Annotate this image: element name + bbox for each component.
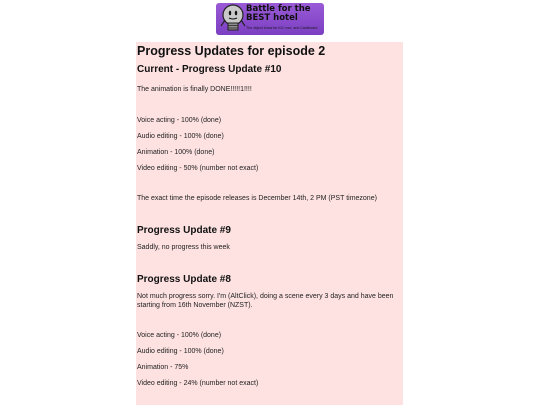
progress-item: Audio editing - 100% (done) <box>137 132 224 140</box>
progress-item: Animation - 100% (done) <box>137 148 215 156</box>
main-content <box>136 42 403 405</box>
progress-item: Video editing - 24% (number not exact) <box>137 380 259 387</box>
update-10-message: The animation is finally DONE!!!!!1!!!! <box>137 86 252 93</box>
lightbulb-character-icon <box>220 4 246 34</box>
section-heading-update-8: Progress Update #8 <box>137 274 231 285</box>
page-title: Progress Updates for episode 2 <box>137 44 326 58</box>
section-heading-update-10: Current - Progress Update #10 <box>137 64 282 75</box>
update-9-message: Saddly, no progress this week <box>137 243 230 251</box>
progress-item: Voice acting - 100% (done) <box>137 116 222 124</box>
progress-item: Audio editing - 100% (done) <box>137 348 224 355</box>
update-8-message: Not much progress sorry. I'm (AltClick), doing a scene every 3 days and have been starting from 16th November (NZST). <box>137 293 394 309</box>
site-logo-banner[interactable] <box>216 3 324 35</box>
section-heading-update-9: Progress Update #9 <box>137 224 231 236</box>
banner-title: Battle for the BEST hotel <box>246 4 311 23</box>
banner-subtitle: The object show for KO, exe, and Cardboard <box>246 26 318 30</box>
progress-item: Voice acting - 100% (done) <box>137 332 222 339</box>
progress-item: Animation - 75% <box>137 364 189 371</box>
release-time-note: The exact time the episode releases is December 14th, 2 PM (PST timezone) <box>137 195 377 202</box>
progress-item: Video editing - 50% (number not exact) <box>137 164 259 172</box>
